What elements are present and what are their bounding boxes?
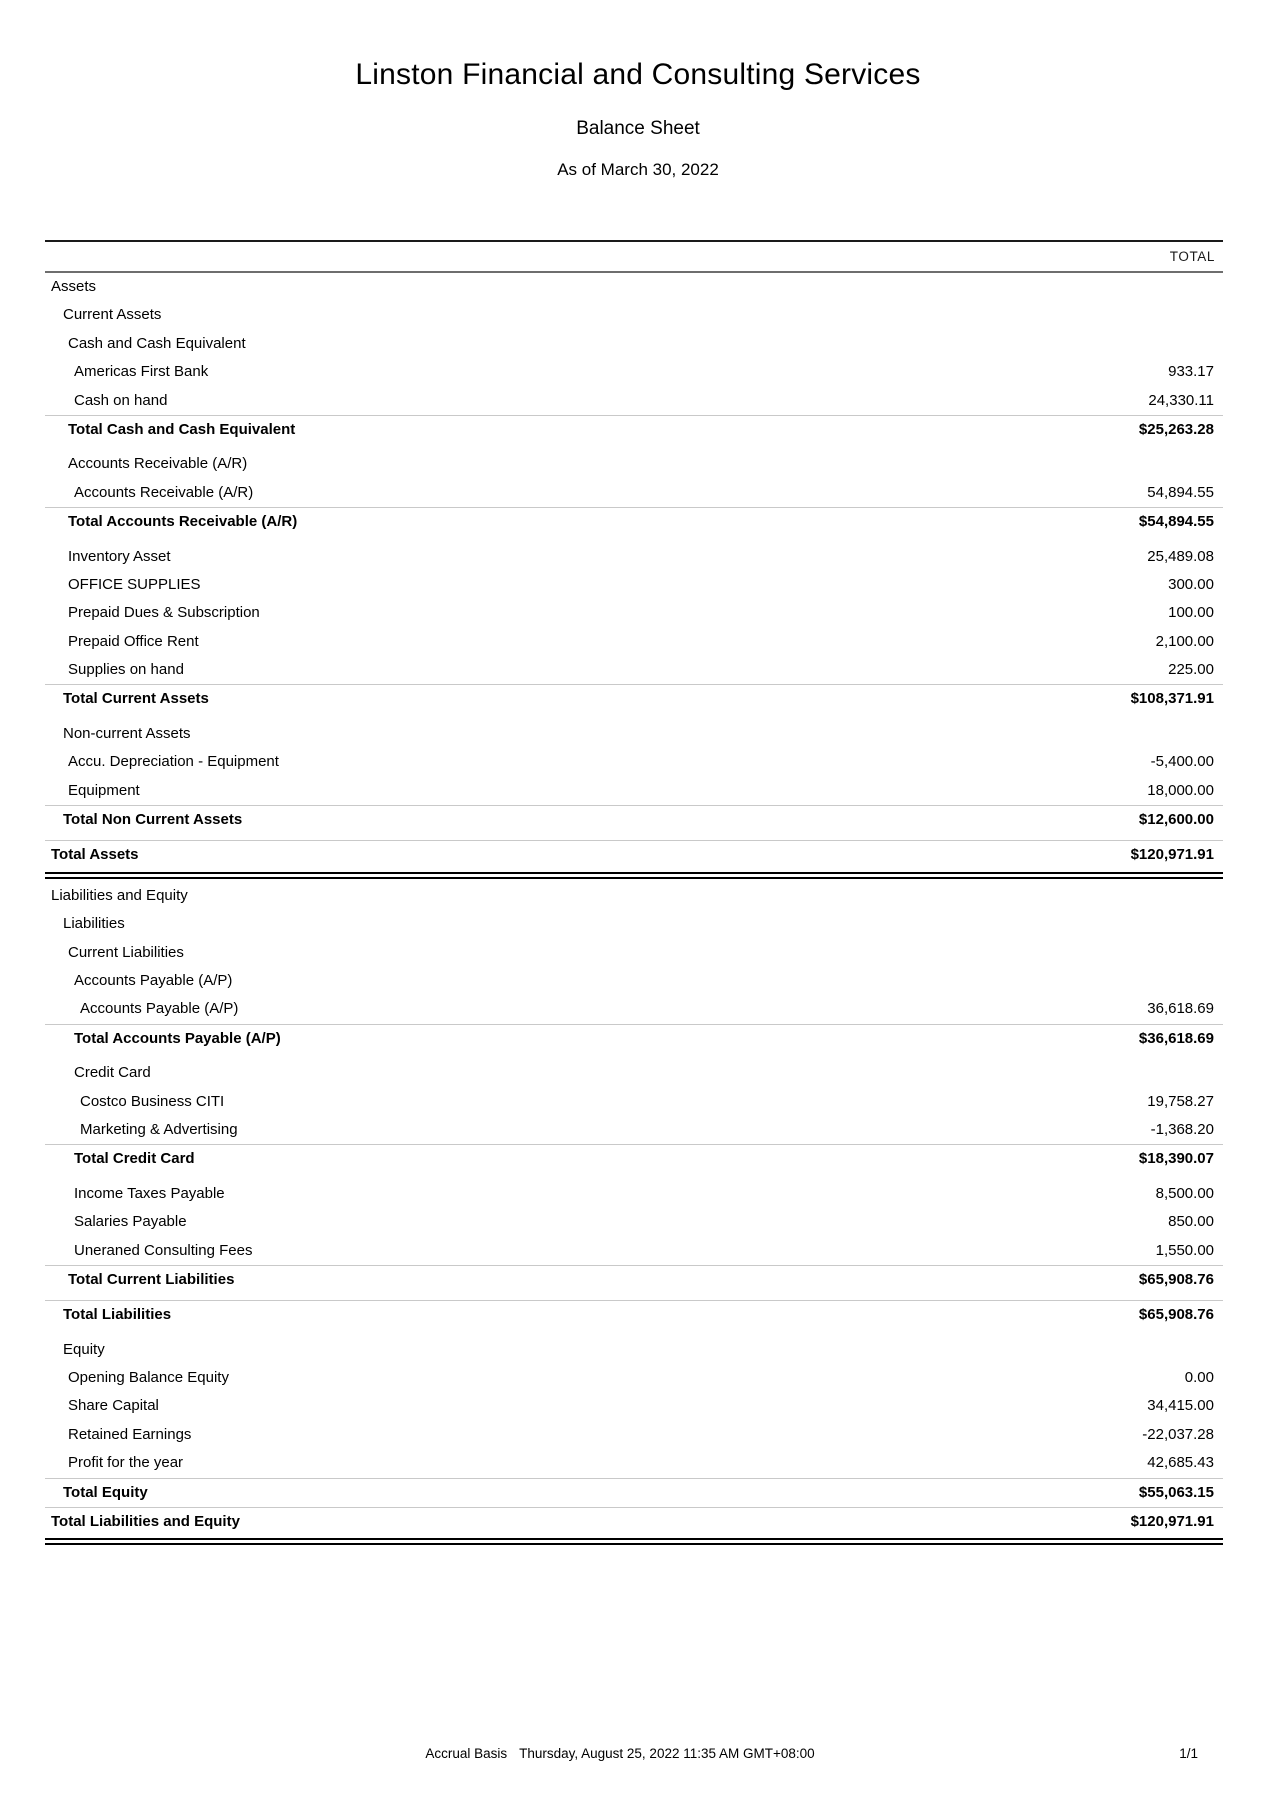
- account-row: [45, 1237, 1223, 1265]
- row-value: $36,618.69: [1138, 1029, 1214, 1047]
- account-row: [45, 599, 1223, 627]
- section-header-row: [45, 1336, 1223, 1364]
- row-value: 54,894.55: [1147, 483, 1214, 501]
- account-row: [45, 358, 1223, 386]
- row-label: OFFICE SUPPLIES: [68, 575, 201, 593]
- section-header-row: [45, 273, 1223, 301]
- section-header-row: [45, 939, 1223, 967]
- row-value: 1,550.00: [1155, 1241, 1214, 1259]
- row-value: 933.17: [1168, 363, 1214, 381]
- row-label: Total Credit Card: [74, 1150, 195, 1168]
- row-value: 24,330.11: [1148, 391, 1214, 409]
- row-label: Equity: [63, 1340, 105, 1358]
- account-row: [45, 995, 1223, 1023]
- row-label: Supplies on hand: [68, 661, 184, 679]
- total-row: [45, 415, 1223, 444]
- row-label: Total Current Liabilities: [68, 1270, 235, 1288]
- row-label: Prepaid Dues & Subscription: [68, 604, 260, 622]
- row-value: 19,758.27: [1147, 1092, 1214, 1110]
- report-footer: [45, 1746, 1223, 1766]
- row-label: Equipment: [68, 781, 140, 799]
- row-value: 34,415.00: [1147, 1397, 1214, 1415]
- account-row: [45, 1421, 1223, 1449]
- total-row: [45, 1300, 1223, 1329]
- row-label: Inventory Asset: [68, 547, 171, 565]
- row-label: Total Non Current Assets: [63, 811, 243, 829]
- row-label: Current Liabilities: [68, 943, 184, 961]
- row-label: Accu. Depreciation - Equipment: [68, 753, 279, 771]
- section-header-row: [45, 301, 1223, 329]
- row-label: Total Cash and Cash Equivalent: [68, 420, 296, 438]
- double-rule: [45, 1538, 1223, 1545]
- row-label: Accounts Payable (A/P): [74, 971, 233, 989]
- row-value: 36,618.69: [1147, 1000, 1214, 1018]
- row-value: $18,390.07: [1138, 1150, 1214, 1168]
- row-value: 0.00: [1184, 1369, 1214, 1387]
- table-column-header-row: [45, 240, 1223, 273]
- report-table-body: [45, 273, 1223, 1545]
- account-row: [45, 543, 1223, 571]
- row-label: Total Equity: [63, 1483, 148, 1501]
- row-value: $65,908.76: [1138, 1306, 1214, 1324]
- account-row: [45, 1364, 1223, 1392]
- report-header: [0, 58, 1276, 180]
- row-label: Opening Balance Equity: [68, 1369, 229, 1387]
- row-value: 850.00: [1168, 1213, 1214, 1231]
- row-label: Retained Earnings: [68, 1425, 192, 1443]
- row-label: Current Assets: [63, 306, 162, 324]
- total-column-header: TOTAL: [1169, 249, 1215, 264]
- total-row: [45, 1478, 1223, 1507]
- row-label: Total Current Assets: [63, 690, 209, 708]
- row-label: Liabilities: [63, 915, 125, 933]
- account-row: [45, 571, 1223, 599]
- section-header-row: [45, 330, 1223, 358]
- row-value: 225.00: [1168, 661, 1214, 679]
- section-header-row: [45, 1059, 1223, 1087]
- row-label: Total Accounts Payable (A/P): [74, 1029, 281, 1047]
- section-header-row: [45, 720, 1223, 748]
- row-label: Salaries Payable: [74, 1213, 187, 1231]
- row-value: 8,500.00: [1155, 1184, 1214, 1202]
- row-value: $25,263.28: [1138, 420, 1214, 438]
- row-label: Cash and Cash Equivalent: [68, 334, 246, 352]
- account-row: [45, 1180, 1223, 1208]
- row-label: Total Accounts Receivable (A/R): [68, 513, 298, 531]
- account-row: [45, 1088, 1223, 1116]
- report-date: As of March 30, 2022: [557, 160, 719, 179]
- row-value: $120,971.91: [1130, 1513, 1214, 1531]
- row-label: Accounts Receivable (A/R): [74, 483, 254, 501]
- row-value: -5,400.00: [1150, 753, 1214, 771]
- section-header-row: [45, 910, 1223, 938]
- accounting-basis-label: Accrual Basis: [425, 1746, 508, 1761]
- section-header-row: [45, 882, 1223, 910]
- account-row: [45, 387, 1223, 415]
- section-header-row: [45, 450, 1223, 478]
- total-row: [45, 805, 1223, 834]
- account-row: [45, 1208, 1223, 1236]
- row-label: Share Capital: [68, 1397, 159, 1415]
- row-label: Profit for the year: [68, 1454, 184, 1472]
- report-title: Balance Sheet: [576, 118, 700, 139]
- row-label: Non-current Assets: [63, 724, 191, 742]
- row-value: $120,971.91: [1130, 846, 1214, 864]
- row-label: Cash on hand: [74, 391, 168, 409]
- row-value: 42,685.43: [1147, 1454, 1214, 1472]
- row-value: $108,371.91: [1130, 690, 1214, 708]
- total-row: [45, 1507, 1223, 1536]
- row-value: 18,000.00: [1147, 781, 1214, 799]
- row-label: Americas First Bank: [74, 363, 209, 381]
- row-label: Prepaid Office Rent: [68, 632, 199, 650]
- row-label: Credit Card: [74, 1064, 151, 1082]
- row-label: Marketing & Advertising: [80, 1120, 238, 1138]
- total-row: [45, 684, 1223, 713]
- account-row: [45, 1449, 1223, 1477]
- account-row: [45, 479, 1223, 507]
- row-label: Total Liabilities: [63, 1306, 172, 1324]
- row-label: Assets: [51, 278, 97, 295]
- total-row: [45, 840, 1223, 869]
- row-label: Accounts Receivable (A/R): [68, 455, 248, 473]
- page-number: 1/1: [1179, 1746, 1198, 1761]
- row-label: Liabilities and Equity: [51, 886, 188, 904]
- account-row: [45, 1116, 1223, 1144]
- total-row: [45, 1144, 1223, 1173]
- row-value: 100.00: [1168, 604, 1214, 622]
- row-label: Income Taxes Payable: [74, 1184, 225, 1202]
- row-label: Costco Business CITI: [80, 1092, 225, 1110]
- row-value: -1,368.20: [1150, 1120, 1214, 1138]
- report-generated-timestamp: Thursday, August 25, 2022 11:35 AM GMT+08:00: [519, 1746, 815, 1761]
- company-name: Linston Financial and Consulting Services: [355, 58, 921, 91]
- row-value: 300.00: [1168, 575, 1214, 593]
- account-row: [45, 1392, 1223, 1420]
- row-value: $65,908.76: [1138, 1270, 1214, 1288]
- total-row: [45, 507, 1223, 536]
- total-row: [45, 1265, 1223, 1294]
- account-row: [45, 777, 1223, 805]
- row-value: $54,894.55: [1138, 513, 1214, 531]
- account-row: [45, 748, 1223, 776]
- footer-center-text: [425, 1746, 814, 1761]
- balance-sheet-table: [45, 240, 1223, 1548]
- row-value: 2,100.00: [1155, 632, 1214, 650]
- row-label: Accounts Payable (A/P): [80, 1000, 239, 1018]
- row-label: Total Liabilities and Equity: [51, 1513, 240, 1531]
- total-row: [45, 1024, 1223, 1053]
- row-value: $12,600.00: [1138, 811, 1214, 829]
- account-row: [45, 656, 1223, 684]
- double-rule: [45, 872, 1223, 879]
- row-value: 25,489.08: [1147, 547, 1214, 565]
- row-value: $55,063.15: [1138, 1483, 1214, 1501]
- account-row: [45, 628, 1223, 656]
- row-label: Uneraned Consulting Fees: [74, 1241, 253, 1259]
- section-header-row: [45, 967, 1223, 995]
- row-value: -22,037.28: [1142, 1425, 1214, 1443]
- row-label: Total Assets: [51, 846, 139, 864]
